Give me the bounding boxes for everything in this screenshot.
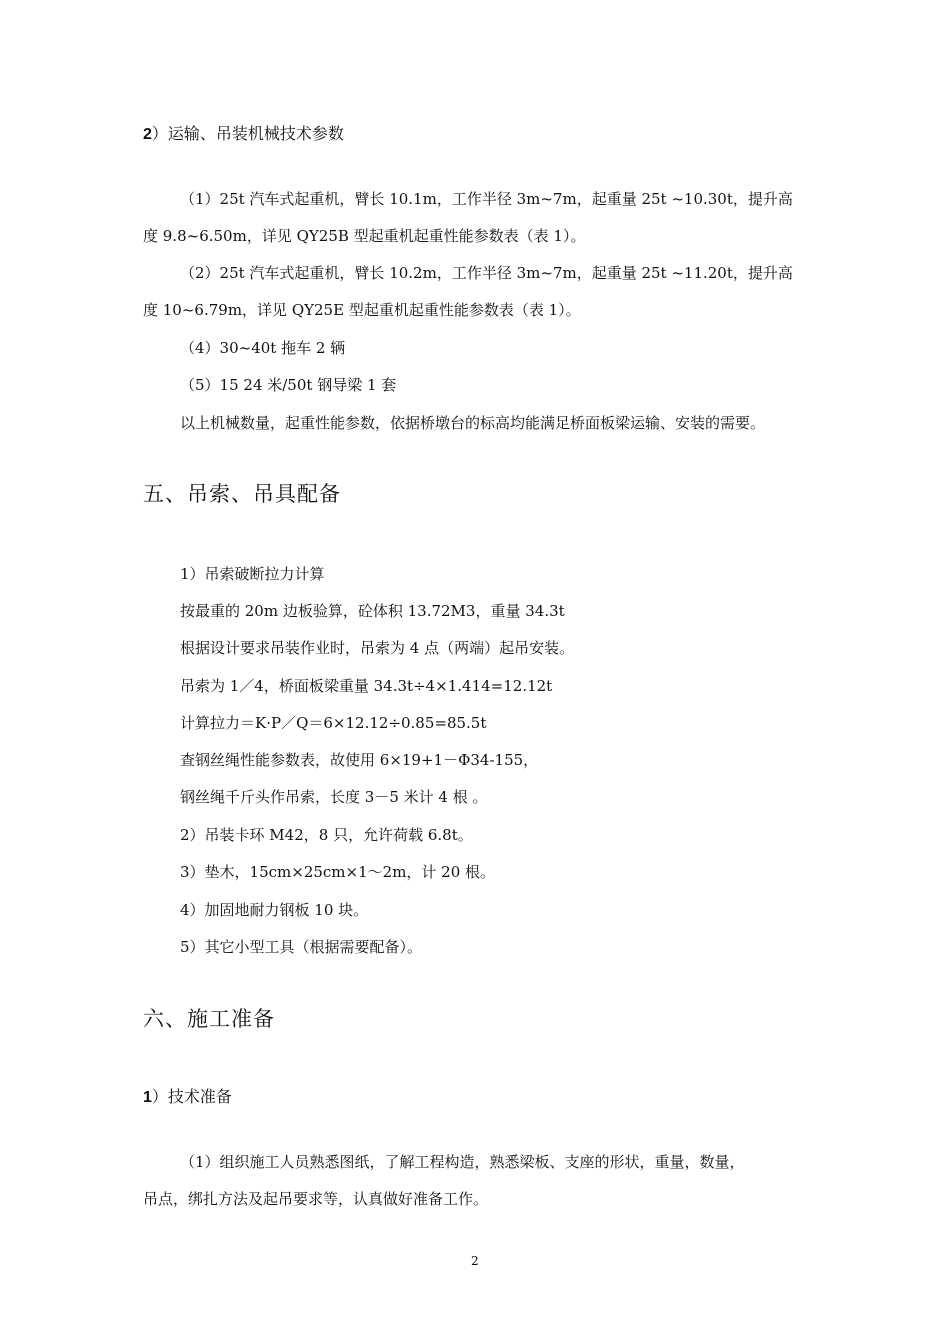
- paragraph-line: 度 9.8~6.50m，详见 QY25B 型起重机起重性能参数表（表 1）。: [143, 227, 586, 245]
- list-item: 吊索为 1／4，桥面板梁重量 34.3t÷4×1.414=12.12t: [180, 677, 553, 695]
- paragraph-line: 度 10~6.79m，详见 QY25E 型起重机起重性能参数表（表 1）。: [143, 301, 581, 319]
- section-heading-machinery: [143, 124, 344, 145]
- list-item: 钢丝绳千斤头作吊索，长度 3－5 米计 4 根 。: [180, 788, 488, 806]
- heading-number: 1: [143, 1089, 152, 1106]
- heading-text: ）运输、吊装机械技术参数: [151, 124, 344, 143]
- list-item: （4）30~40t 拖车 2 辆: [180, 339, 346, 357]
- paragraph-line: （1）25t 汽车式起重机，臂长 10.1m，工作半径 3m~7m，起重量 25t ~10.30t，提升高: [180, 190, 793, 208]
- list-item: 5）其它小型工具（根据需要配备）。: [180, 938, 423, 956]
- section-title-6: 六、施工准备: [143, 1007, 275, 1031]
- list-item: 4）加固地耐力钢板 10 块。: [180, 901, 369, 919]
- summary-line: 以上机械数量，起重性能参数，依据桥墩台的标高均能满足桥面板梁运输、安装的需要。: [180, 414, 766, 432]
- list-item: 计算拉力＝K·P／Q＝6×12.12÷0.85=85.5t: [180, 714, 487, 732]
- list-item: 1）吊索破断拉力计算: [180, 565, 325, 583]
- list-item: 3）垫木，15cm×25cm×1～2m，计 20 根。: [180, 863, 496, 881]
- section-title-5: 五、吊索、吊具配备: [143, 482, 341, 506]
- paragraph-line: 吊点，绑扎方法及起吊要求等，认真做好准备工作。: [143, 1190, 489, 1208]
- list-item: 查钢丝绳性能参数表，故使用 6×19+1－Φ34-155，: [180, 751, 539, 769]
- paragraph-line: （2）25t 汽车式起重机，臂长 10.2m，工作半径 3m~7m，起重量 25t ~11.20t，提升高: [180, 264, 793, 282]
- paragraph-line: （1）组织施工人员熟悉图纸，了解工程构造，熟悉梁板、支座的形状，重量，数量，: [180, 1153, 745, 1171]
- list-item: 2）吊装卡环 M42，8 只，允许荷载 6.8t。: [180, 826, 473, 844]
- heading-number: 2: [143, 126, 152, 143]
- heading-text: ）技术准备: [151, 1087, 232, 1106]
- page-number: 2: [471, 1254, 479, 1268]
- list-item: （5）15 24 米/50t 钢导梁 1 套: [180, 376, 397, 394]
- list-item: 按最重的 20m 边板验算，砼体积 13.72M3，重量 34.3t: [180, 602, 565, 620]
- list-item: 根据设计要求吊装作业时，吊索为 4 点（两端）起吊安装。: [180, 639, 575, 657]
- subsection-heading-tech-prep: [143, 1087, 232, 1108]
